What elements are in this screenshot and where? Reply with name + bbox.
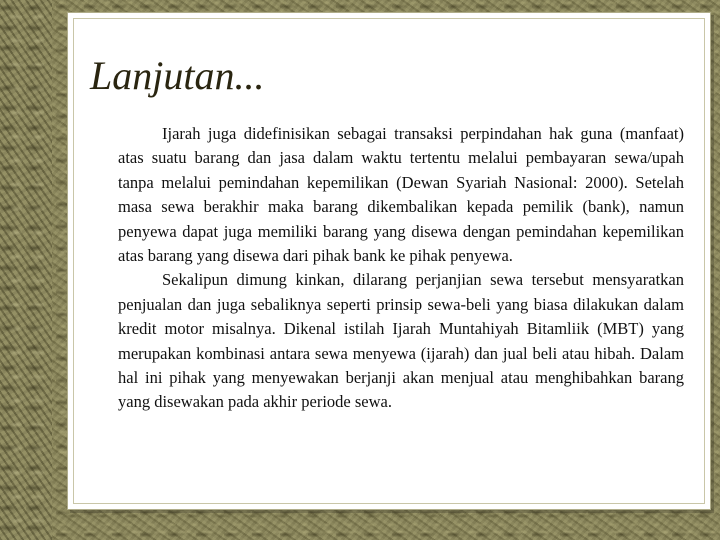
paragraph-1: Ijarah juga didefinisikan sebagai transaksi perpindahan hak guna (manfaat) atas suatu barang dan jasa dalam waktu tertentu melalui pembayaran sewa/upah tanpa melalui pemindahan kepemilikan (Dewan Syariah Nasional: 2000). Setelah masa sewa berakhir maka barang dikembalikan kepada pemilik (bank), namun penyewa dapat juga memiliki barang yang disewa dengan pemindahan kepemilikan atas barang yang disewa dari pihak bank ke pihak penyewa. (118, 124, 684, 266)
slide-body (118, 122, 684, 415)
slide-title: Lanjutan... (90, 53, 265, 98)
paragraph-2: Sekalipun dimung kinkan, dilarang perjanjian sewa tersebut mensyaratkan penjualan dan juga sebaliknya seperti prinsip sewa-beli yang biasa dilakukan dalam kredit motor misalnya. Dikenal istilah Ijarah Muntahiyah Bitamliik (MBT) yang merupakan kombinasi antara sewa menyewa (ijarah) dan jual beli atau hibah. Dalam hal ini pihak yang menyewakan berjanji akan menjual atau menghibahkan barang yang disewakan pada akhir periode sewa. (118, 270, 684, 412)
marble-side-strip (0, 0, 52, 540)
